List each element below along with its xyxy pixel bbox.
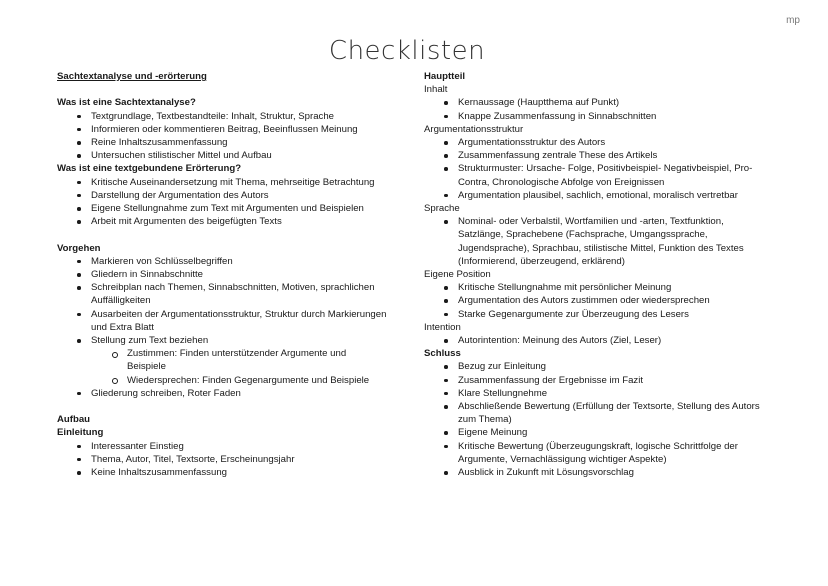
vorgehen-sublist bbox=[57, 347, 387, 387]
heading-aufbau: Aufbau bbox=[57, 414, 91, 426]
sprache-list bbox=[424, 215, 769, 268]
sachtextanalyse-list bbox=[57, 110, 387, 163]
list-item: Gliederung schreiben, Roter Faden bbox=[57, 387, 387, 400]
intention-list bbox=[424, 334, 769, 347]
list-item: Kritische Stellungnahme mit persönlicher Meinung bbox=[424, 281, 769, 294]
subheading-eigene-position: Eigene Position bbox=[424, 269, 491, 281]
list-item: Zusammenfassung zentrale These des Artikels bbox=[424, 149, 769, 162]
heading-einleitung: Einleitung bbox=[57, 427, 104, 439]
list-item: Argumentation des Autors zustimmen oder wiedersprechen bbox=[424, 294, 769, 307]
list-item: Ausblick in Zukunft mit Lösungsvorschlag bbox=[424, 466, 769, 479]
list-item: Thema, Autor, Titel, Textsorte, Erscheinungsjahr bbox=[57, 453, 387, 466]
sub-list-item: Zustimmen: Finden unterstützender Argumente und Beispiele bbox=[57, 347, 387, 373]
list-item: Kritische Auseinandersetzung mit Thema, mehrseitige Betrachtung bbox=[57, 176, 387, 189]
list-item: Schreibplan nach Themen, Sinnabschnitten, Motiven, sprachlichen Auffälligkeiten bbox=[57, 281, 387, 307]
schluss-list bbox=[424, 360, 769, 479]
left-column bbox=[57, 70, 387, 479]
list-item: Argumentationsstruktur des Autors bbox=[424, 136, 769, 149]
inhalt-list bbox=[424, 96, 769, 122]
eroerterung-list bbox=[57, 176, 387, 229]
list-item: Keine Inhaltszusammenfassung bbox=[57, 466, 387, 479]
heading-vorgehen: Vorgehen bbox=[57, 242, 101, 254]
list-item: Arbeit mit Argumenten des beigefügten Texts bbox=[57, 215, 387, 228]
position-list bbox=[424, 281, 769, 321]
argumentation-list bbox=[424, 136, 769, 202]
subheading-sprache: Sprache bbox=[424, 203, 460, 215]
question-sachtextanalyse: Was ist eine Sachtextanalyse? bbox=[57, 97, 196, 109]
list-item: Knappe Zusammenfassung in Sinnabschnitten bbox=[424, 110, 769, 123]
list-item: Eigene Meinung bbox=[424, 426, 769, 439]
right-column bbox=[424, 70, 769, 479]
list-item: Textgrundlage, Textbestandteile: Inhalt, Struktur, Sprache bbox=[57, 110, 387, 123]
section-heading: Sachtextanalyse und -erörterung bbox=[57, 71, 207, 82]
list-item: Strukturmuster: Ursache- Folge, Positivbeispiel- Negativbeispiel, Pro-Contra, Chronologische Abfolge von Ereignissen bbox=[424, 162, 769, 188]
subheading-argumentationsstruktur: Argumentationsstruktur bbox=[424, 123, 524, 135]
list-item: Abschließende Bewertung (Erfüllung der Textsorte, Stellung des Autors zum Thema) bbox=[424, 400, 769, 426]
corner-initials: mp bbox=[786, 15, 800, 26]
list-item: Stellung zum Text beziehen bbox=[57, 334, 387, 347]
list-item: Reine Inhaltszusammenfassung bbox=[57, 136, 387, 149]
subheading-inhalt: Inhalt bbox=[424, 84, 448, 96]
list-item: Markieren von Schlüsselbegriffen bbox=[57, 255, 387, 268]
vorgehen-list bbox=[57, 255, 387, 347]
list-item: Zusammenfassung der Ergebnisse im Fazit bbox=[424, 374, 769, 387]
list-item: Gliedern in Sinnabschnitte bbox=[57, 268, 387, 281]
list-item: Nominal- oder Verbalstil, Wortfamilien und -arten, Textfunktion, Satzlänge, Sprachebene (Fachsprache, Umgangssprache, Jugendsprache), Sprachbau, stilistische Mittel, Funktion des Textes (Informierend, überzeugend, erklärend) bbox=[424, 215, 769, 268]
heading-hauptteil: Hauptteil bbox=[424, 71, 466, 82]
heading-schluss: Schluss bbox=[424, 348, 461, 360]
list-item: Autorintention: Meinung des Autors (Ziel, Leser) bbox=[424, 334, 769, 347]
subheading-intention: Intention bbox=[424, 321, 461, 333]
list-item: Ausarbeiten der Argumentationsstruktur, Struktur durch Markierungen und Extra Blatt bbox=[57, 308, 387, 334]
list-item: Klare Stellungnehme bbox=[424, 387, 769, 400]
vorgehen-list-end bbox=[57, 387, 387, 400]
list-item: Darstellung der Argumentation des Autors bbox=[57, 189, 387, 202]
einleitung-list bbox=[57, 440, 387, 480]
list-item: Untersuchen stilistischer Mittel und Aufbau bbox=[57, 149, 387, 162]
list-item: Argumentation plausibel, sachlich, emotional, moralisch vertretbar bbox=[424, 189, 769, 202]
list-item: Eigene Stellungnahme zum Text mit Argumenten und Beispielen bbox=[57, 202, 387, 215]
question-eroerterung: Was ist eine textgebundene Erörterung? bbox=[57, 163, 242, 175]
list-item: Starke Gegenargumente zur Überzeugung des Lesers bbox=[424, 308, 769, 321]
list-item: Kernaussage (Hauptthema auf Punkt) bbox=[424, 96, 769, 109]
list-item: Kritische Bewertung (Überzeugungskraft, logische Schrittfolge der Argumente, Vernachlässigung wichtiger Aspekte) bbox=[424, 440, 769, 466]
page-title: Checklisten bbox=[328, 36, 486, 66]
sub-list-item: Wiedersprechen: Finden Gegenargumente und Beispiele bbox=[57, 374, 387, 387]
list-item: Bezug zur Einleitung bbox=[424, 360, 769, 373]
list-item: Interessanter Einstieg bbox=[57, 440, 387, 453]
list-item: Informieren oder kommentieren Beitrag, Beeinflussen Meinung bbox=[57, 123, 387, 136]
